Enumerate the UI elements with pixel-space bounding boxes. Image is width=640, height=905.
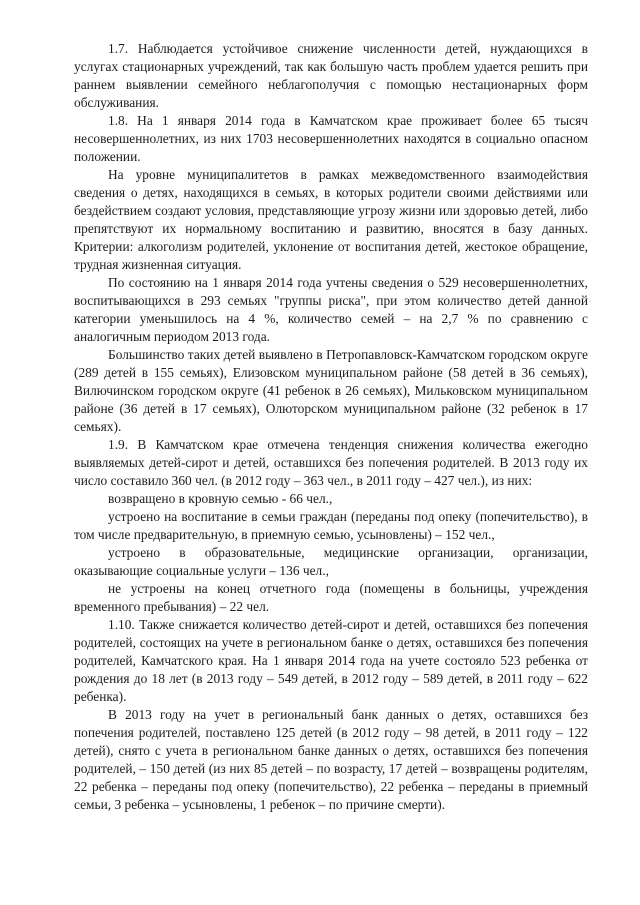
paragraph-1-10: 1.10. Также снижается количество детей-сирот и детей, оставшихся без попечения родителей, состоящих на учете в региональном банке о детях, оставшихся без попечения родителей, Камчатского края. На 1 января 2014 года на учете состояло 523 ребенка от рождения до 18 лет (в 2013 году – 549 детей, в 2012 году – 589 детей, в 2011 году – 622 ребенка).	[74, 617, 588, 704]
paragraph-1-7: 1.7. Наблюдается устойчивое снижение численности детей, нуждающихся в услугах стационарных учреждений, так как большую часть проблем удается решить при раннем выявлении семейного неблагополучия с помощью нестационарных форм обслуживания.	[74, 41, 588, 110]
list-item-placed-families: устроено на воспитание в семьи граждан (переданы под опеку (попечительство), в том числе предварительную, в приемную семью, усыновлены) – 152 чел.,	[74, 509, 588, 542]
paragraph-1-9: 1.9. В Камчатском крае отмечена тенденция снижения количества ежегодно выявляемых детей-сирот и детей, оставшихся без попечения родителей. В 2013 году их число составило 360 чел. (в 2012 году – 363 чел., в 2011 году – 427 чел.), из них:	[74, 437, 588, 488]
paragraph-1-8: 1.8. На 1 января 2014 года в Камчатском крае проживает более 65 тысяч несовершеннолетних, из них 1703 несовершеннолетних находятся в социально опасном положении.	[74, 113, 588, 164]
paragraph-districts: Большинство таких детей выявлено в Петропавловск-Камчатском городском округе (289 детей в 155 семьях), Елизовском муниципальном районе (58 детей в 36 семьях), Вилючинском городском округе (41 ребенок в 26 семьях), Мильковском муниципальном районе (36 детей в 17 семьях), Олюторском муниципальном районе (32 ребенок в 17 семьях).	[74, 347, 588, 434]
paragraph-2013-registry: В 2013 году на учет в региональный банк данных о детях, оставшихся без попечения родителей, поставлено 125 детей (в 2012 году – 98 детей, в 2011 году – 122 детей), снято с учета в региональном банке данных о детях, оставшихся без попечения родителей, – 150 детей (из них 85 детей – по возрасту, 17 детей – возвращены родителям, 22 ребенка – переданы под опеку (попечительство), 22 ребенка – переданы в приемный семьи, 3 ребенка – усыновлены, 1 ребенок – по причине смерти).	[74, 707, 588, 812]
list-item-returned: возвращено в кровную семью - 66 чел.,	[108, 491, 333, 506]
document-page	[74, 40, 588, 814]
list-item-placed-organizations: устроено в образовательные, медицинские организации, организации, оказывающие социальные услуги – 136 чел.,	[74, 545, 588, 578]
list-item-not-placed: не устроены на конец отчетного года (помещены в больницы, учреждения временного пребывания) – 22 чел.	[74, 581, 588, 614]
paragraph-municipal-database: На уровне муниципалитетов в рамках межведомственного взаимодействия сведения о детях, находящихся в семьях, в которых родители своими действиями или бездействием создают условия, представляющие угрозу жизни или здоровью детей, либо препятствуют их нормальному воспитанию и развитию, вносятся в базу данных. Критерии: алкоголизм родителей, уклонение от воспитания детей, жестокое обращение, трудная жизненная ситуация.	[74, 167, 588, 272]
paragraph-risk-group-stats: По состоянию на 1 января 2014 года учтены сведения о 529 несовершеннолетних, воспитывающихся в 293 семьях "группы риска", при этом количество детей данной категории уменьшилось на 4 %, количество семей – на 2,7 % по сравнению с аналогичным периодом 2013 года.	[74, 275, 588, 344]
